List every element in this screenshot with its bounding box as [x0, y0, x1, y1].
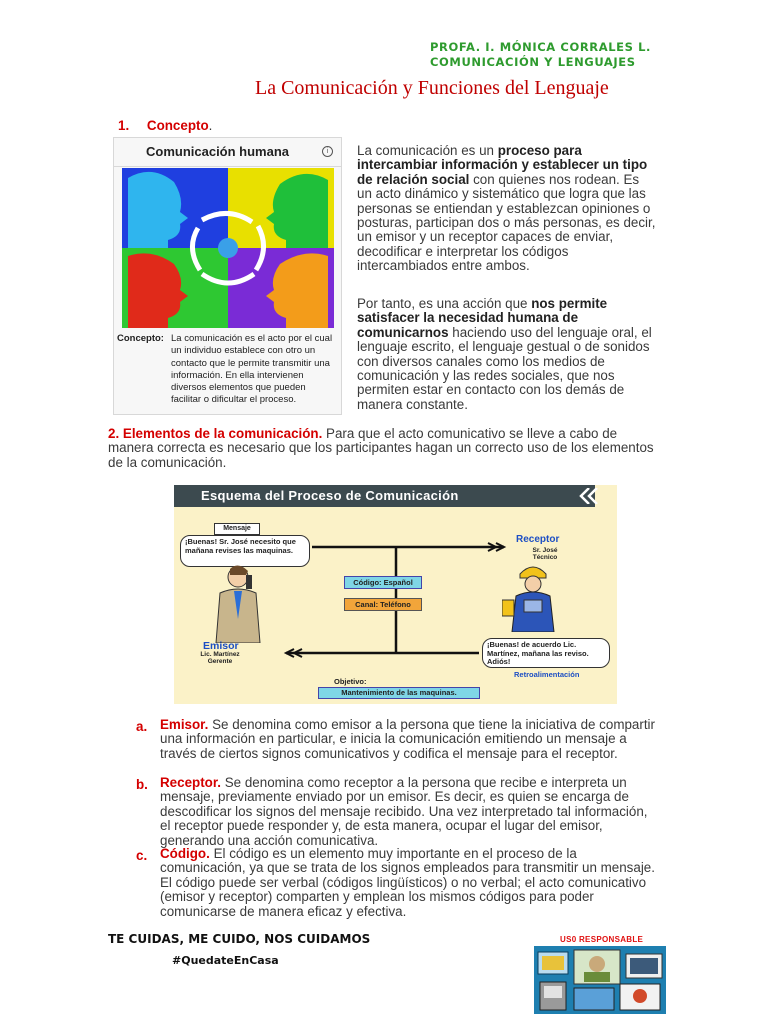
section-1-number: 1.	[118, 118, 130, 133]
card-title: Comunicación humana	[114, 138, 341, 167]
p1-text-a: La comunicación es un	[357, 143, 498, 158]
uso-responsable-label: US0 RESPONSABLE	[560, 935, 644, 944]
concept-card	[113, 137, 342, 415]
item-marker-a	[136, 718, 147, 736]
footer-hashtag: #QuedateEnCasa	[172, 954, 279, 967]
section-2-intro	[108, 427, 658, 470]
receptor-name: Sr. José Técnico	[532, 547, 558, 561]
item-codigo-term: Código.	[160, 846, 210, 861]
mensaje-bubble: ¡Buenas! Sr. José necesito que mañana revises las maquinas.	[180, 535, 310, 567]
p1-text-c: con quienes nos rodean. Es un acto dinámico y sistemático que logra que las personas se entiendan y establezcan opiniones o posturas, participan dos o más personas, es decir, un emisor y un receptor capaces de enviar, decodificar e interpretar los códigos intercambiados entre ambos.	[357, 171, 656, 274]
p2-bold: nos permite satisfacer la necesidad humana de comunicarnos	[357, 296, 608, 340]
section-2-heading: 2. Elementos de la comunicación.	[108, 426, 323, 441]
responsible-use-image	[534, 946, 666, 1014]
info-icon[interactable]: i	[322, 146, 333, 157]
section-2-intro-text: Para que el acto comunicativo se lleve a cabo de manera correcta es necesario que los participantes hagan un correcto uso de los elementos de la comunicación.	[108, 426, 654, 470]
section-1-title: Concepto	[146, 118, 209, 133]
item-codigo	[160, 847, 658, 919]
document-title: La Comunicación y Funciones del Lenguaje	[255, 77, 609, 99]
objetivo-label: Objetivo:	[334, 677, 367, 686]
item-receptor-term: Receptor.	[160, 775, 222, 790]
emisor-label: Emisor	[203, 640, 239, 652]
scheme-banner: Esquema del Proceso de Comunicación	[174, 485, 595, 507]
section-1-period: .	[208, 118, 213, 133]
reply-bubble: ¡Buenas! de acuerdo Lic. Martínez, mañana las reviso. Adiós!	[482, 638, 610, 668]
item-a-marker: a.	[136, 719, 148, 734]
concept-paragraph-1	[357, 144, 657, 274]
communication-heads-image	[122, 168, 334, 328]
item-codigo-text: El código es un elemento muy importante en el proceso de la comunicación, ya que se trata de los signos empleados para transmitir un mensaje. El código puede ser verbal (códigos lingüísticos) o no verbal; el acto comunicativo (emisor y receptor) comparten y emplean los mismos códigos para poder comunicarse de manera eficaz y efectiva.	[160, 846, 655, 919]
concept-paragraph-2	[357, 297, 657, 412]
card-concept-key: Concepto:	[117, 333, 164, 344]
mensaje-label: Mensaje	[214, 523, 260, 535]
p2-text-c: haciendo uso del lenguaje oral, el lenguaje escrito, el lenguaje gestual o de sonidos con diversos canales como los medios de comunicación y las redes sociales, que nos permiten estar en contacto con los demás de manera constante.	[357, 324, 652, 412]
p2-text-a: Por tanto, es una acción que	[357, 296, 532, 311]
item-b-marker: b.	[136, 777, 148, 792]
card-concept-text: La comunicación es el acto por el cual un individuo establece con otro un contacto que le permite transmitir una información. En ella intervienen diversos elementos que pueden facilitar o dificultar el proceso.	[171, 333, 333, 406]
devices-collage-icon	[534, 946, 666, 1014]
receptor-label: Receptor	[516, 534, 560, 545]
subject-line: COMUNICACIÓN Y LENGUAJES	[430, 55, 636, 69]
p1-bold: proceso para intercambiar información y establecer un tipo de relación social	[357, 143, 648, 187]
item-emisor	[160, 718, 658, 761]
item-emisor-text: Se denomina como emisor a la persona que tiene la iniciativa de compartir una información en particular, e inicia la comunicación emitiendo un mensaje a través de ciertos signos comunicativos y codifica el mensaje para el receptor.	[160, 717, 655, 761]
section-1-heading	[118, 118, 212, 133]
codigo-tag: Código: Español	[344, 576, 422, 589]
item-marker-c	[136, 847, 147, 865]
emisor-name: Lic. Martínez Gerente	[200, 651, 240, 665]
item-receptor-text: Se denomina como receptor a la persona que recibe e interpreta un mensaje, previamente enviado por un emisor. Es decir, es quien se encarga de descodificar los signos del mensaje recibido. Una vez interpretado tal información, el receptor puede responder y, de esta manera, ocupar el lugar del emisor, generando una acción comunicativa.	[160, 775, 648, 848]
objetivo-tag: Mantenimiento de las maquinas.	[318, 687, 480, 699]
retroalimentacion-label: Retroalimentación	[514, 670, 580, 679]
item-marker-b	[136, 776, 148, 794]
item-c-marker: c.	[136, 848, 148, 863]
item-receptor	[160, 776, 658, 848]
author-line: PROFA. I. MÓNICA CORRALES L.	[430, 40, 651, 54]
communication-scheme	[174, 485, 617, 704]
manager-figure	[194, 563, 274, 643]
item-emisor-term: Emisor.	[160, 717, 209, 732]
technician-figure	[502, 560, 564, 632]
canal-tag: Canal: Teléfono	[344, 598, 422, 611]
footer-slogan: TE CUIDAS, ME CUIDO, NOS CUIDAMOS	[108, 932, 371, 946]
